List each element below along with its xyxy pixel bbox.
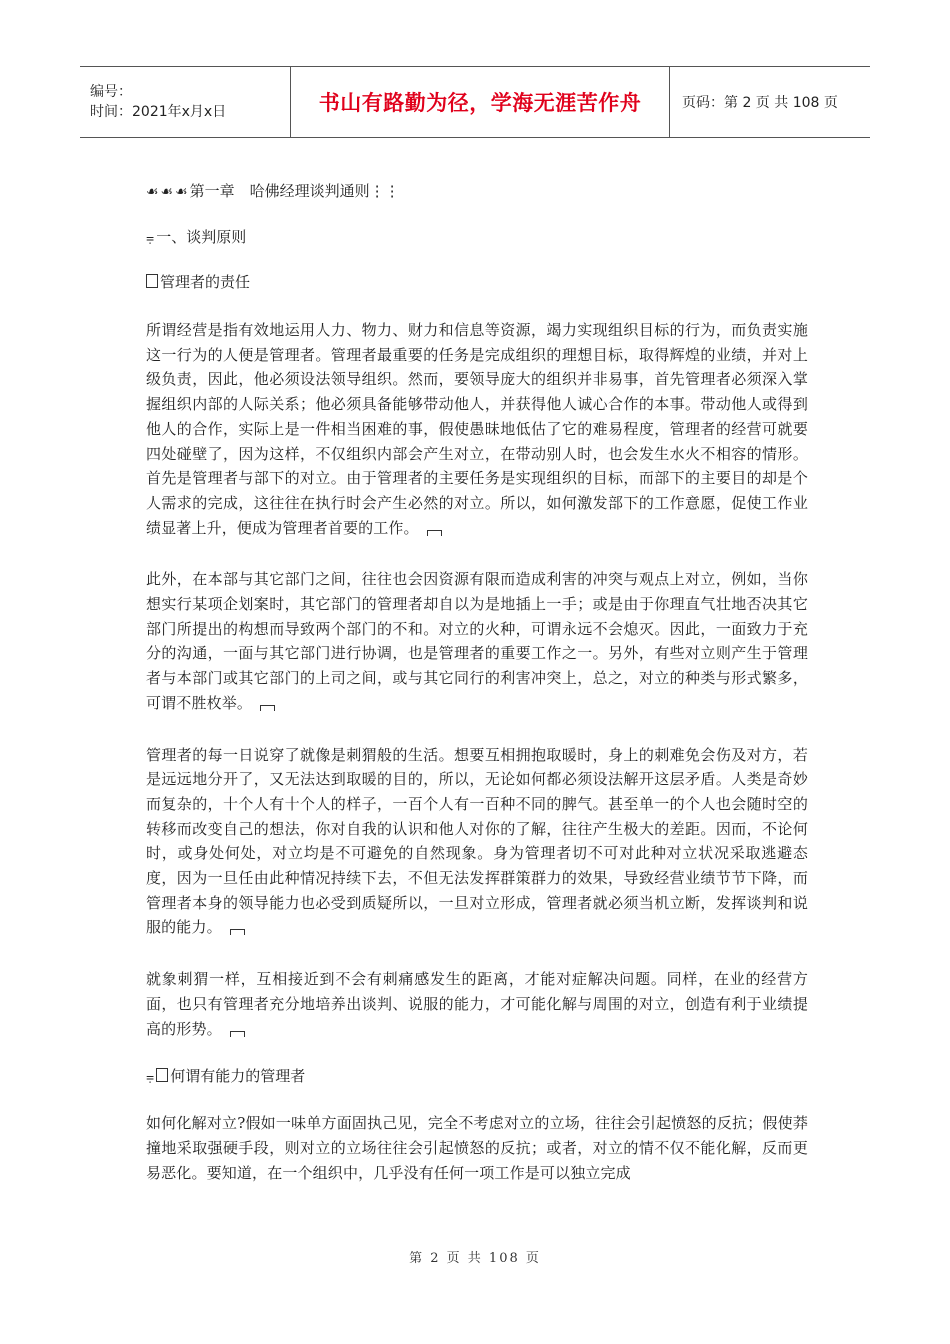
subsection-heading [146, 1065, 808, 1087]
section-mark-icon: ⩦ [146, 1069, 157, 1086]
header-page-label: 页码：第 2 页 共 108 页 [682, 95, 838, 111]
paragraph: 此外，在本部与其它部门之间，往往也会因资源有限而造成利害的冲突与观点上对立，例如，当你想实行某项企划案时，其它部门的管理者却自以为是地插上一手；或是由于你理直气壮地否决其它部门所提出的构想而导致两个部门的不和。对立的火种，可谓永远不会熄灭。因此，一面致力于充分的沟通，一面与其它部门进行协调，也是管理者的重要工作之一。另外，有些对立则产生于管理者与本部门或其它部门的上司之间，或与其它同行的利害冲突上，总之，对立的种类与形式繁多，可谓不胜枚举。 [146, 570, 808, 712]
header-motto-cell [290, 67, 670, 137]
chapter-heading [146, 180, 808, 202]
paragraph: 就象刺猬一样，互相接近到不会有刺痛感发生的距离，才能对症解决问题。同样，在业的经营方面，也只有管理者充分地培养出谈判、说服的能力，才可能化解与周围的对立，创造有利于业绩提高的形势。 [146, 970, 808, 1038]
ornament-icon: ☙☙☙ [146, 184, 190, 200]
page-footer [0, 1247, 950, 1266]
paragraph-mark-icon [260, 705, 275, 711]
chapter-title: 第一章 哈佛经理谈判通则⋮⋮ [189, 182, 400, 200]
paragraph: 管理者的每一日说穿了就像是刺猬般的生活。想要互相拥抱取暖时，身上的刺难免会伤及对方，若是远远地分开了，又无法达到取暖的目的，所以，无论如何都必须设法解开这层矛盾。人类是奇妙而复杂的，十个人有十个人的样子，一百个人有一百种不同的脾气。甚至单一的个人也会随时空的转移而改变自己的想法，你对自我的认识和他人对你的了解，往往产生极大的差距。因而，不论何时，或身处何处，对立均是不可避免的自然现象。身为管理者切不可对此种对立状况采取逃避态度，因为一旦任由此种情况持续下去，不但无法发挥群策群力的效果，导致经营业绩节节下降，而管理者本身的领导能力也必受到质疑所以，一旦对立形成，管理者就必须当机立断，发挥谈判和说服的能力。 [146, 745, 808, 937]
paragraph: 所谓经营是指有效地运用人力、物力、财力和信息等资源，竭力实现组织目标的行为，而负责实施这一行为的人便是管理者。管理者最重要的任务是完成组织的理想目标，取得辉煌的业绩，并对上级负责，因此，他必须设法领导组织。然而，要领导庞大的组织并非易事，首先管理者必须深入掌握组织内部的人际关系；他必须具备能够带动他人，并获得他人诚心合作的本事。带动他人或得到他人的合作，实际上是一件相当困难的事，假使愚昧地低估了它的难易程度，管理者的经营可就要四处碰壁了，因为这样，不仅组织内部会产生对立，在带动别人时，也会发生水火不相容的情形。首先是管理者与部下的对立。由于管理者的主要任务是实现组织的目标，而部下的主要目的却是个人需求的完成，这往往在执行时会产生必然的对立。所以，如何激发部下的工作意愿，促使工作业绩显著上升，便成为管理者首要的工作。 [146, 321, 808, 537]
square-bullet-icon [156, 1068, 168, 1082]
footer-page-number: 第 2 页 共 108 页 [409, 1251, 541, 1266]
square-bullet-icon [146, 274, 158, 288]
section-mark-icon: ⩦ [146, 230, 157, 246]
doc-date-label: 时间：2021年x月x日 [90, 104, 227, 120]
document-body [146, 180, 808, 1185]
paragraph-mark-icon [230, 929, 245, 935]
section-heading [146, 226, 808, 248]
header-meta [80, 67, 290, 137]
paragraph-mark-icon [427, 530, 442, 536]
section-title: 一、谈判原则 [156, 228, 247, 246]
document-header [80, 66, 870, 138]
paragraph: 如何化解对立?假如一味单方面固执己见，完全不考虑对立的立场，往往会引起愤怒的反抗；假使莽撞地采取强硬手段，则对立的立场往往会引起愤怒的反抗；或者，对立的情不仅不能化解，反而更易恶化。要知道，在一个组织中，几乎没有任何一项工作是可以独立完成 [146, 1114, 808, 1182]
paragraph-mark-icon [230, 1031, 245, 1037]
subsection-heading [146, 271, 808, 293]
header-motto: 书山有路勤为径，学海无涯苦作舟 [318, 91, 642, 115]
doc-id-label: 编号： [90, 84, 132, 100]
subsection-title: 管理者的责任 [160, 273, 251, 291]
subsection-title: 何谓有能力的管理者 [170, 1067, 306, 1086]
header-page-cell [670, 67, 870, 137]
